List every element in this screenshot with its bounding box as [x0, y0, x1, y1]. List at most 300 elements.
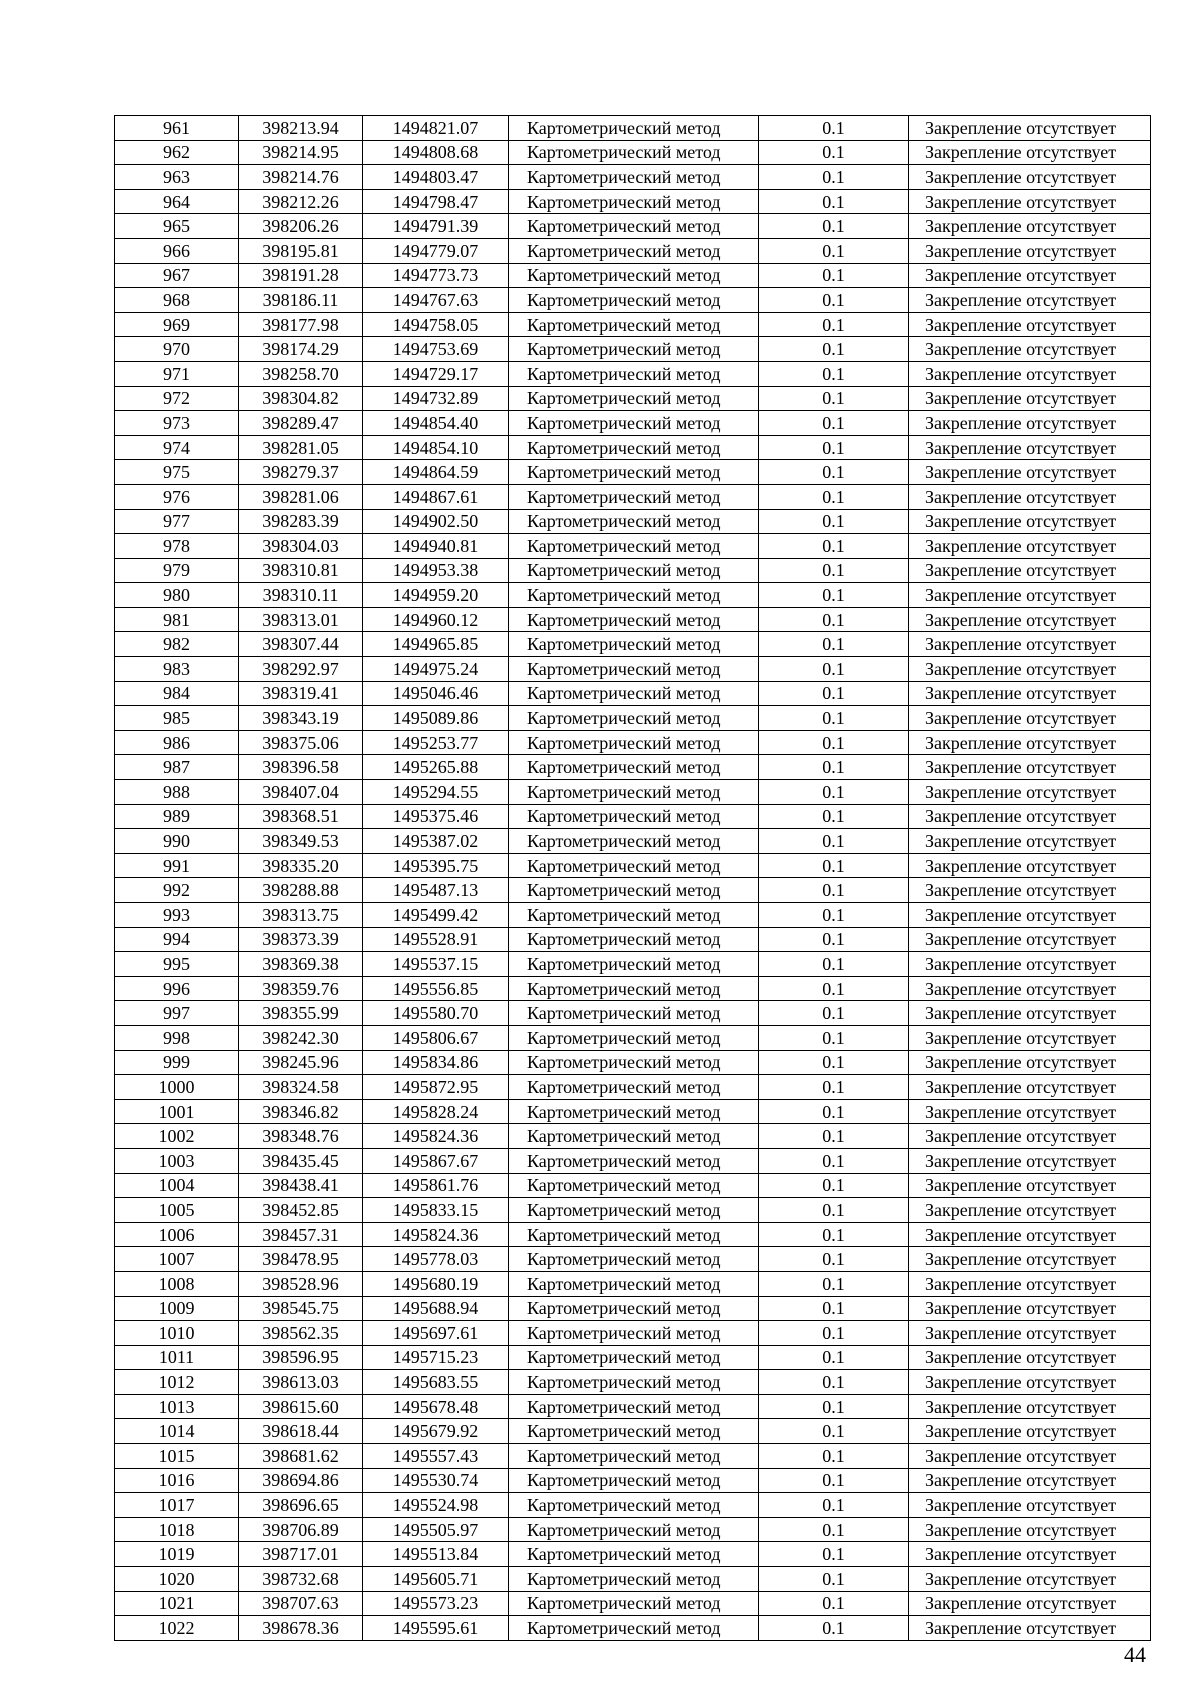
accuracy-cell: 0.1 [759, 607, 909, 632]
fixing-cell: Закрепление отсутствует [909, 534, 1151, 559]
accuracy-cell: 0.1 [759, 878, 909, 903]
method-cell: Картометрический метод [509, 214, 759, 239]
table-row [115, 1542, 1151, 1567]
method-cell: Картометрический метод [509, 238, 759, 263]
x-coordinate-cell: 398242.30 [239, 1025, 363, 1050]
x-coordinate-cell: 398373.39 [239, 927, 363, 952]
y-coordinate-cell: 1495387.02 [363, 829, 509, 854]
x-coordinate-cell: 398245.96 [239, 1050, 363, 1075]
method-cell: Картометрический метод [509, 632, 759, 657]
y-coordinate-cell: 1495499.42 [363, 903, 509, 928]
fixing-cell: Закрепление отсутствует [909, 189, 1151, 214]
y-coordinate-cell: 1495679.92 [363, 1419, 509, 1444]
y-coordinate-cell: 1494965.85 [363, 632, 509, 657]
y-coordinate-cell: 1495089.86 [363, 706, 509, 731]
method-cell: Картометрический метод [509, 484, 759, 509]
x-coordinate-cell: 398213.94 [239, 116, 363, 141]
point-number-cell: 1006 [115, 1222, 239, 1247]
method-cell: Картометрический метод [509, 1001, 759, 1026]
point-number-cell: 962 [115, 140, 239, 165]
y-coordinate-cell: 1495834.86 [363, 1050, 509, 1075]
point-number-cell: 967 [115, 263, 239, 288]
method-cell: Картометрический метод [509, 1124, 759, 1149]
x-coordinate-cell: 398343.19 [239, 706, 363, 731]
accuracy-cell: 0.1 [759, 312, 909, 337]
fixing-cell: Закрепление отсутствует [909, 1247, 1151, 1272]
accuracy-cell: 0.1 [759, 1345, 909, 1370]
point-number-cell: 992 [115, 878, 239, 903]
accuracy-cell: 0.1 [759, 1173, 909, 1198]
x-coordinate-cell: 398258.70 [239, 361, 363, 386]
method-cell: Картометрический метод [509, 1616, 759, 1641]
point-number-cell: 1000 [115, 1075, 239, 1100]
point-number-cell: 977 [115, 509, 239, 534]
y-coordinate-cell: 1494959.20 [363, 583, 509, 608]
point-number-cell: 965 [115, 214, 239, 239]
x-coordinate-cell: 398319.41 [239, 681, 363, 706]
method-cell: Картометрический метод [509, 411, 759, 436]
table-row [115, 1296, 1151, 1321]
fixing-cell: Закрепление отсутствует [909, 165, 1151, 190]
fixing-cell: Закрепление отсутствует [909, 263, 1151, 288]
point-number-cell: 1008 [115, 1271, 239, 1296]
x-coordinate-cell: 398195.81 [239, 238, 363, 263]
x-coordinate-cell: 398615.60 [239, 1394, 363, 1419]
table-row [115, 952, 1151, 977]
accuracy-cell: 0.1 [759, 337, 909, 362]
x-coordinate-cell: 398288.88 [239, 878, 363, 903]
fixing-cell: Закрепление отсутствует [909, 607, 1151, 632]
accuracy-cell: 0.1 [759, 558, 909, 583]
accuracy-cell: 0.1 [759, 1419, 909, 1444]
y-coordinate-cell: 1495872.95 [363, 1075, 509, 1100]
accuracy-cell: 0.1 [759, 386, 909, 411]
method-cell: Картометрический метод [509, 165, 759, 190]
x-coordinate-cell: 398324.58 [239, 1075, 363, 1100]
fixing-cell: Закрепление отсутствует [909, 1419, 1151, 1444]
table-row [115, 1124, 1151, 1149]
accuracy-cell: 0.1 [759, 681, 909, 706]
fixing-cell: Закрепление отсутствует [909, 361, 1151, 386]
table-row [115, 1148, 1151, 1173]
fixing-cell: Закрепление отсутствует [909, 1444, 1151, 1469]
fixing-cell: Закрепление отсутствует [909, 952, 1151, 977]
point-number-cell: 996 [115, 976, 239, 1001]
fixing-cell: Закрепление отсутствует [909, 1025, 1151, 1050]
x-coordinate-cell: 398292.97 [239, 657, 363, 682]
x-coordinate-cell: 398191.28 [239, 263, 363, 288]
y-coordinate-cell: 1494864.59 [363, 460, 509, 485]
table-row [115, 1001, 1151, 1026]
point-number-cell: 1017 [115, 1493, 239, 1518]
table-row [115, 189, 1151, 214]
table-row [115, 706, 1151, 731]
y-coordinate-cell: 1494732.89 [363, 386, 509, 411]
fixing-cell: Закрепление отсутствует [909, 1296, 1151, 1321]
x-coordinate-cell: 398348.76 [239, 1124, 363, 1149]
x-coordinate-cell: 398613.03 [239, 1370, 363, 1395]
point-number-cell: 1007 [115, 1247, 239, 1272]
accuracy-cell: 0.1 [759, 903, 909, 928]
fixing-cell: Закрепление отсутствует [909, 337, 1151, 362]
x-coordinate-cell: 398281.06 [239, 484, 363, 509]
x-coordinate-cell: 398313.75 [239, 903, 363, 928]
point-number-cell: 1020 [115, 1567, 239, 1592]
method-cell: Картометрический метод [509, 681, 759, 706]
table-row [115, 460, 1151, 485]
table-row [115, 435, 1151, 460]
accuracy-cell: 0.1 [759, 116, 909, 141]
x-coordinate-cell: 398478.95 [239, 1247, 363, 1272]
x-coordinate-cell: 398212.26 [239, 189, 363, 214]
fixing-cell: Закрепление отсутствует [909, 1075, 1151, 1100]
point-number-cell: 1022 [115, 1616, 239, 1641]
y-coordinate-cell: 1495265.88 [363, 755, 509, 780]
method-cell: Картометрический метод [509, 878, 759, 903]
table-row [115, 312, 1151, 337]
method-cell: Картометрический метод [509, 140, 759, 165]
accuracy-cell: 0.1 [759, 1099, 909, 1124]
y-coordinate-cell: 1495487.13 [363, 878, 509, 903]
point-number-cell: 1014 [115, 1419, 239, 1444]
accuracy-cell: 0.1 [759, 1271, 909, 1296]
y-coordinate-cell: 1494729.17 [363, 361, 509, 386]
point-number-cell: 987 [115, 755, 239, 780]
table-row [115, 1517, 1151, 1542]
table-row [115, 1394, 1151, 1419]
fixing-cell: Закрепление отсутствует [909, 829, 1151, 854]
table-row [115, 1271, 1151, 1296]
y-coordinate-cell: 1494854.40 [363, 411, 509, 436]
accuracy-cell: 0.1 [759, 1075, 909, 1100]
y-coordinate-cell: 1494940.81 [363, 534, 509, 559]
fixing-cell: Закрепление отсутствует [909, 657, 1151, 682]
fixing-cell: Закрепление отсутствует [909, 1050, 1151, 1075]
point-number-cell: 966 [115, 238, 239, 263]
table-row [115, 484, 1151, 509]
accuracy-cell: 0.1 [759, 632, 909, 657]
method-cell: Картометрический метод [509, 361, 759, 386]
table-body [115, 116, 1151, 1641]
table-row [115, 411, 1151, 436]
method-cell: Картометрический метод [509, 903, 759, 928]
method-cell: Картометрический метод [509, 1394, 759, 1419]
point-number-cell: 1011 [115, 1345, 239, 1370]
point-number-cell: 1004 [115, 1173, 239, 1198]
fixing-cell: Закрепление отсутствует [909, 214, 1151, 239]
accuracy-cell: 0.1 [759, 214, 909, 239]
accuracy-cell: 0.1 [759, 1247, 909, 1272]
fixing-cell: Закрепление отсутствует [909, 1394, 1151, 1419]
y-coordinate-cell: 1495861.76 [363, 1173, 509, 1198]
x-coordinate-cell: 398696.65 [239, 1493, 363, 1518]
table-row [115, 288, 1151, 313]
method-cell: Картометрический метод [509, 804, 759, 829]
accuracy-cell: 0.1 [759, 509, 909, 534]
point-number-cell: 980 [115, 583, 239, 608]
accuracy-cell: 0.1 [759, 288, 909, 313]
y-coordinate-cell: 1495605.71 [363, 1567, 509, 1592]
x-coordinate-cell: 398214.95 [239, 140, 363, 165]
accuracy-cell: 0.1 [759, 361, 909, 386]
table-row [115, 1370, 1151, 1395]
y-coordinate-cell: 1494773.73 [363, 263, 509, 288]
x-coordinate-cell: 398375.06 [239, 730, 363, 755]
y-coordinate-cell: 1494854.10 [363, 435, 509, 460]
method-cell: Картометрический метод [509, 1247, 759, 1272]
point-number-cell: 1019 [115, 1542, 239, 1567]
method-cell: Картометрический метод [509, 1321, 759, 1346]
table-row [115, 1345, 1151, 1370]
method-cell: Картометрический метод [509, 1370, 759, 1395]
accuracy-cell: 0.1 [759, 1001, 909, 1026]
x-coordinate-cell: 398452.85 [239, 1198, 363, 1223]
accuracy-cell: 0.1 [759, 165, 909, 190]
table-row [115, 140, 1151, 165]
method-cell: Картометрический метод [509, 730, 759, 755]
accuracy-cell: 0.1 [759, 853, 909, 878]
fixing-cell: Закрепление отсутствует [909, 730, 1151, 755]
accuracy-cell: 0.1 [759, 238, 909, 263]
method-cell: Картометрический метод [509, 1025, 759, 1050]
fixing-cell: Закрепление отсутствует [909, 509, 1151, 534]
x-coordinate-cell: 398310.11 [239, 583, 363, 608]
x-coordinate-cell: 398281.05 [239, 435, 363, 460]
point-number-cell: 969 [115, 312, 239, 337]
accuracy-cell: 0.1 [759, 1222, 909, 1247]
point-number-cell: 994 [115, 927, 239, 952]
table-row [115, 1247, 1151, 1272]
y-coordinate-cell: 1495595.61 [363, 1616, 509, 1641]
point-number-cell: 984 [115, 681, 239, 706]
method-cell: Картометрический метод [509, 1567, 759, 1592]
y-coordinate-cell: 1495557.43 [363, 1444, 509, 1469]
fixing-cell: Закрепление отсутствует [909, 976, 1151, 1001]
fixing-cell: Закрепление отсутствует [909, 1321, 1151, 1346]
fixing-cell: Закрепление отсутствует [909, 238, 1151, 263]
fixing-cell: Закрепление отсутствует [909, 1493, 1151, 1518]
method-cell: Картометрический метод [509, 1050, 759, 1075]
table-row [115, 1222, 1151, 1247]
y-coordinate-cell: 1494960.12 [363, 607, 509, 632]
method-cell: Картометрический метод [509, 337, 759, 362]
y-coordinate-cell: 1495556.85 [363, 976, 509, 1001]
y-coordinate-cell: 1495528.91 [363, 927, 509, 952]
method-cell: Картометрический метод [509, 1296, 759, 1321]
y-coordinate-cell: 1495375.46 [363, 804, 509, 829]
point-number-cell: 978 [115, 534, 239, 559]
accuracy-cell: 0.1 [759, 976, 909, 1001]
x-coordinate-cell: 398681.62 [239, 1444, 363, 1469]
table-row [115, 1198, 1151, 1223]
table-row [115, 361, 1151, 386]
y-coordinate-cell: 1495867.67 [363, 1148, 509, 1173]
method-cell: Картометрический метод [509, 1493, 759, 1518]
x-coordinate-cell: 398279.37 [239, 460, 363, 485]
fixing-cell: Закрепление отсутствует [909, 853, 1151, 878]
method-cell: Картометрический метод [509, 657, 759, 682]
table-row [115, 1173, 1151, 1198]
x-coordinate-cell: 398214.76 [239, 165, 363, 190]
method-cell: Картометрический метод [509, 755, 759, 780]
y-coordinate-cell: 1494753.69 [363, 337, 509, 362]
x-coordinate-cell: 398678.36 [239, 1616, 363, 1641]
method-cell: Картометрический метод [509, 1591, 759, 1616]
y-coordinate-cell: 1495294.55 [363, 780, 509, 805]
fixing-cell: Закрепление отсутствует [909, 1001, 1151, 1026]
accuracy-cell: 0.1 [759, 411, 909, 436]
accuracy-cell: 0.1 [759, 484, 909, 509]
accuracy-cell: 0.1 [759, 534, 909, 559]
table-row [115, 583, 1151, 608]
accuracy-cell: 0.1 [759, 755, 909, 780]
table-row [115, 755, 1151, 780]
method-cell: Картометрический метод [509, 263, 759, 288]
accuracy-cell: 0.1 [759, 1493, 909, 1518]
method-cell: Картометрический метод [509, 952, 759, 977]
method-cell: Картометрический метод [509, 780, 759, 805]
fixing-cell: Закрепление отсутствует [909, 927, 1151, 952]
y-coordinate-cell: 1495395.75 [363, 853, 509, 878]
table-row [115, 903, 1151, 928]
table-row [115, 730, 1151, 755]
table-row [115, 927, 1151, 952]
y-coordinate-cell: 1494767.63 [363, 288, 509, 313]
accuracy-cell: 0.1 [759, 1444, 909, 1469]
table-row [115, 1468, 1151, 1493]
table-row [115, 853, 1151, 878]
table-row [115, 1099, 1151, 1124]
y-coordinate-cell: 1495688.94 [363, 1296, 509, 1321]
x-coordinate-cell: 398206.26 [239, 214, 363, 239]
y-coordinate-cell: 1495680.19 [363, 1271, 509, 1296]
y-coordinate-cell: 1495806.67 [363, 1025, 509, 1050]
accuracy-cell: 0.1 [759, 1370, 909, 1395]
x-coordinate-cell: 398618.44 [239, 1419, 363, 1444]
point-number-cell: 975 [115, 460, 239, 485]
fixing-cell: Закрепление отсутствует [909, 1591, 1151, 1616]
method-cell: Картометрический метод [509, 927, 759, 952]
point-number-cell: 997 [115, 1001, 239, 1026]
table-row [115, 214, 1151, 239]
table-row [115, 804, 1151, 829]
method-cell: Картометрический метод [509, 435, 759, 460]
method-cell: Картометрический метод [509, 386, 759, 411]
accuracy-cell: 0.1 [759, 1148, 909, 1173]
x-coordinate-cell: 398307.44 [239, 632, 363, 657]
fixing-cell: Закрепление отсутствует [909, 780, 1151, 805]
y-coordinate-cell: 1495683.55 [363, 1370, 509, 1395]
table-row [115, 509, 1151, 534]
accuracy-cell: 0.1 [759, 730, 909, 755]
fixing-cell: Закрепление отсутствует [909, 484, 1151, 509]
x-coordinate-cell: 398717.01 [239, 1542, 363, 1567]
y-coordinate-cell: 1494798.47 [363, 189, 509, 214]
point-number-cell: 979 [115, 558, 239, 583]
method-cell: Картометрический метод [509, 1271, 759, 1296]
fixing-cell: Закрепление отсутствует [909, 583, 1151, 608]
x-coordinate-cell: 398174.29 [239, 337, 363, 362]
x-coordinate-cell: 398304.03 [239, 534, 363, 559]
point-number-cell: 991 [115, 853, 239, 878]
table-row [115, 607, 1151, 632]
method-cell: Картометрический метод [509, 1173, 759, 1198]
fixing-cell: Закрепление отсутствует [909, 1468, 1151, 1493]
coordinates-table [114, 115, 1151, 1641]
x-coordinate-cell: 398349.53 [239, 829, 363, 854]
x-coordinate-cell: 398706.89 [239, 1517, 363, 1542]
table-row [115, 1591, 1151, 1616]
x-coordinate-cell: 398528.96 [239, 1271, 363, 1296]
table-row [115, 1493, 1151, 1518]
table-row [115, 878, 1151, 903]
table-row [115, 116, 1151, 141]
method-cell: Картометрический метод [509, 976, 759, 1001]
fixing-cell: Закрепление отсутствует [909, 411, 1151, 436]
accuracy-cell: 0.1 [759, 952, 909, 977]
x-coordinate-cell: 398457.31 [239, 1222, 363, 1247]
method-cell: Картометрический метод [509, 1222, 759, 1247]
point-number-cell: 971 [115, 361, 239, 386]
table-row [115, 1444, 1151, 1469]
page-number: 44 [1124, 1642, 1146, 1667]
point-number-cell: 1015 [115, 1444, 239, 1469]
method-cell: Картометрический метод [509, 706, 759, 731]
x-coordinate-cell: 398283.39 [239, 509, 363, 534]
point-number-cell: 986 [115, 730, 239, 755]
accuracy-cell: 0.1 [759, 1468, 909, 1493]
accuracy-cell: 0.1 [759, 1198, 909, 1223]
accuracy-cell: 0.1 [759, 1542, 909, 1567]
fixing-cell: Закрепление отсутствует [909, 116, 1151, 141]
y-coordinate-cell: 1494975.24 [363, 657, 509, 682]
method-cell: Картометрический метод [509, 829, 759, 854]
table-row [115, 1419, 1151, 1444]
method-cell: Картометрический метод [509, 189, 759, 214]
point-number-cell: 1021 [115, 1591, 239, 1616]
fixing-cell: Закрепление отсутствует [909, 288, 1151, 313]
y-coordinate-cell: 1494803.47 [363, 165, 509, 190]
point-number-cell: 964 [115, 189, 239, 214]
y-coordinate-cell: 1494867.61 [363, 484, 509, 509]
fixing-cell: Закрепление отсутствует [909, 1148, 1151, 1173]
fixing-cell: Закрепление отсутствует [909, 1099, 1151, 1124]
fixing-cell: Закрепление отсутствует [909, 878, 1151, 903]
table-row [115, 558, 1151, 583]
x-coordinate-cell: 398310.81 [239, 558, 363, 583]
accuracy-cell: 0.1 [759, 263, 909, 288]
method-cell: Картометрический метод [509, 312, 759, 337]
accuracy-cell: 0.1 [759, 583, 909, 608]
point-number-cell: 993 [115, 903, 239, 928]
x-coordinate-cell: 398313.01 [239, 607, 363, 632]
x-coordinate-cell: 398346.82 [239, 1099, 363, 1124]
y-coordinate-cell: 1495833.15 [363, 1198, 509, 1223]
x-coordinate-cell: 398694.86 [239, 1468, 363, 1493]
fixing-cell: Закрепление отсутствует [909, 460, 1151, 485]
method-cell: Картометрический метод [509, 1517, 759, 1542]
point-number-cell: 1005 [115, 1198, 239, 1223]
point-number-cell: 973 [115, 411, 239, 436]
table-row [115, 1616, 1151, 1641]
x-coordinate-cell: 398355.99 [239, 1001, 363, 1026]
accuracy-cell: 0.1 [759, 1296, 909, 1321]
fixing-cell: Закрепление отсутствует [909, 1567, 1151, 1592]
y-coordinate-cell: 1495513.84 [363, 1542, 509, 1567]
fixing-cell: Закрепление отсутствует [909, 140, 1151, 165]
method-cell: Картометрический метод [509, 1075, 759, 1100]
y-coordinate-cell: 1495046.46 [363, 681, 509, 706]
